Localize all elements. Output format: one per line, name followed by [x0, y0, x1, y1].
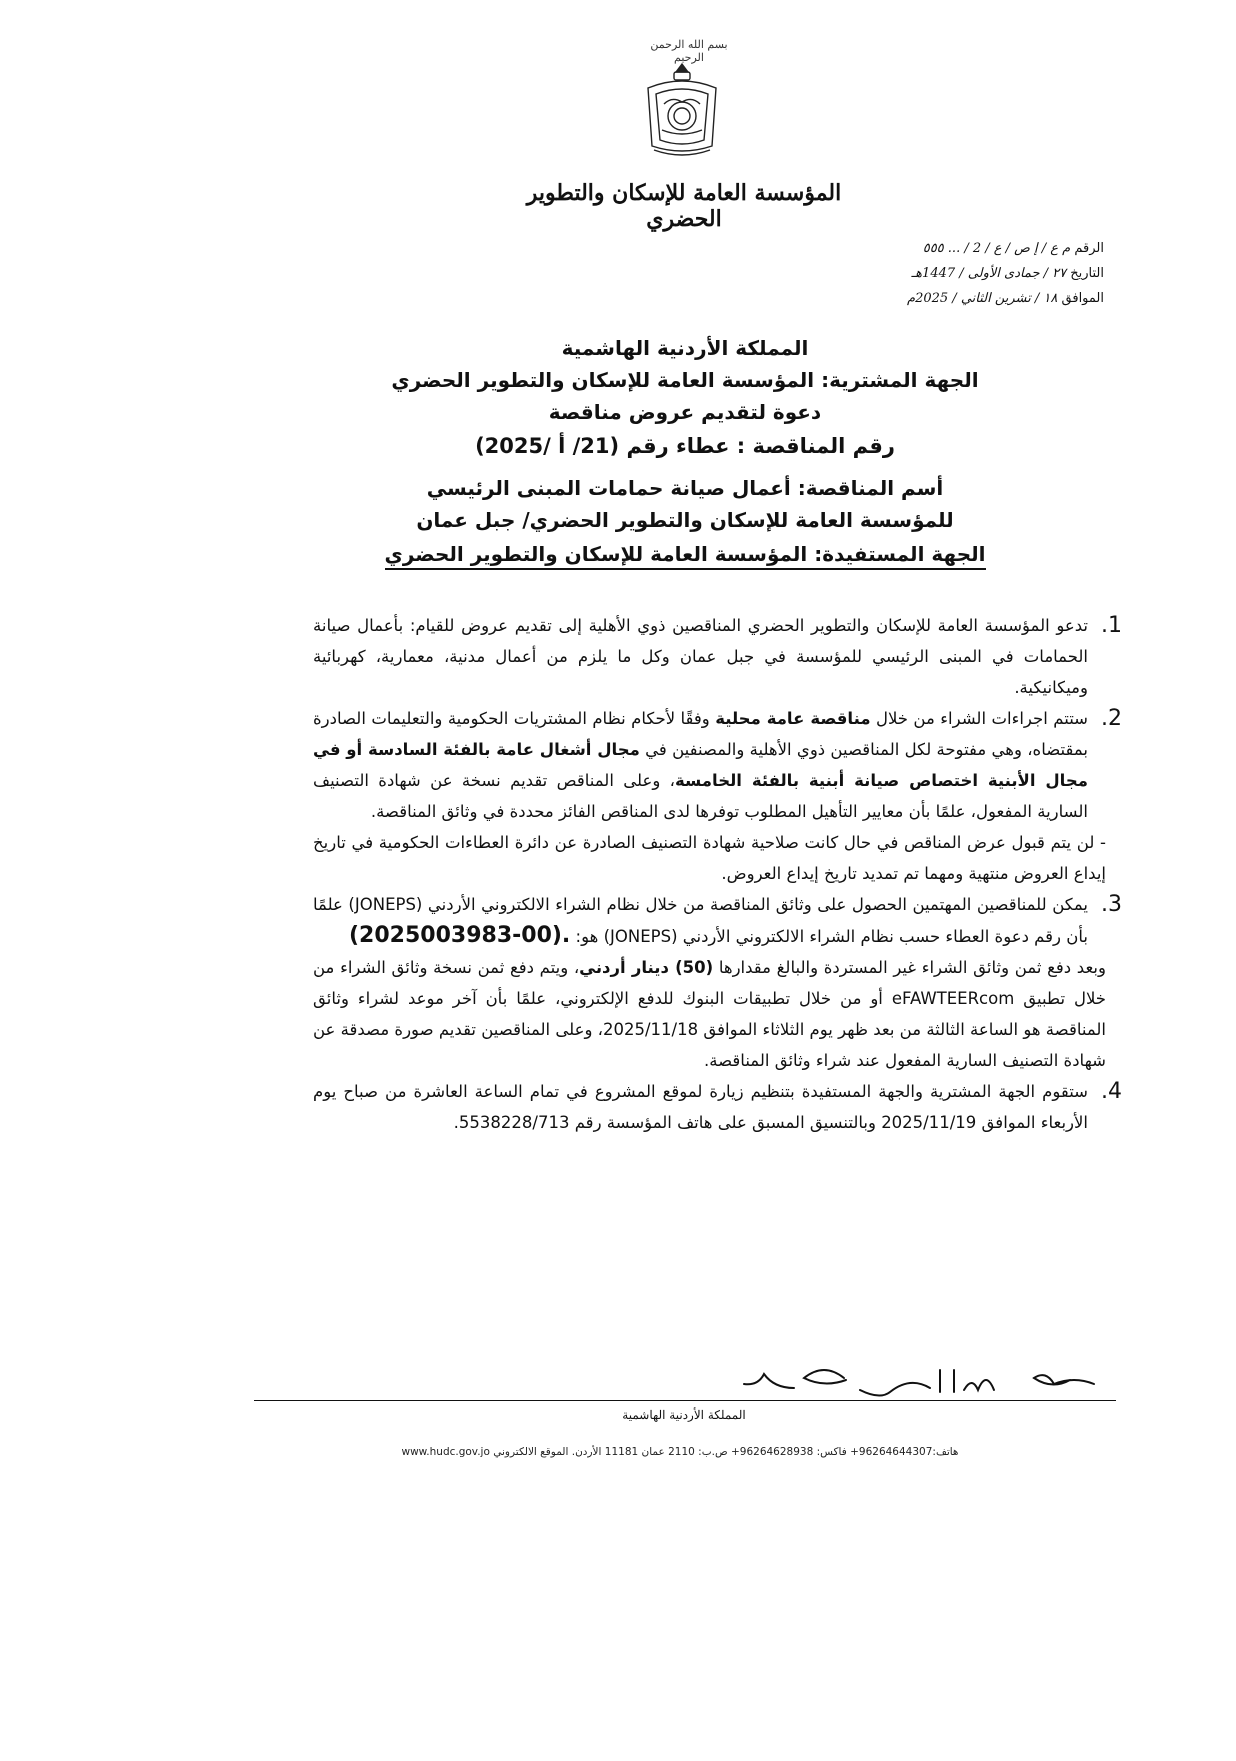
- list-item: [313, 610, 1122, 703]
- footer-contact-text: هاتف:96264644307+ فاكس: 96264628938+ ص.ب: 2110 عمان 11181 الأردن. الموقع الالكتروني: [493, 1446, 959, 1458]
- list-item-note: - لن يتم قبول عرض المناقص في حال كانت صلاحية شهادة التصنيف الصادرة عن دائرة العطاءات الحكومية في تاريخ إيداع العروض منتهية ومهما تم تمديد تاريخ إيداع العروض.: [313, 833, 1106, 883]
- invitation-heading: دعوة لتقديم عروض مناقصة: [548, 400, 822, 424]
- reference-number-line: [907, 236, 1104, 261]
- text-segment: ، ويتم دفع ثمن نسخة وثائق الشراء من خلال تطبيق eFAWTEERcom أو من خلال تطبيقات البنوك للدفع الإلكتروني، علمًا بأن آخر موعد لشراء وثائق المناقصة هو الساعة الثالثة من بعد ظهر يوم الثلاثاء الموافق 2025/11/18، وعلى المناقصين تقديم صورة مصدقة عن شهادة التصنيف السارية المفعول عند شراء وثائق المناقصة.: [313, 958, 1107, 1070]
- list-item-number: 1.: [1101, 613, 1122, 638]
- list-item-text: تدعو المؤسسة العامة للإسكان والتطوير الحضري المناقصين ذوي الأهلية إلى تقديم عروض للقيام: بأعمال صيانة الحمامات في المبنى الرئيسي للمؤسسة في جبل عمان وكل ما يلزم من أعمال مدنية، معمارية، كهربائية وميكانيكية.: [313, 616, 1088, 697]
- date-gregorian-value: ١٨ / تشرين الثاني / 2025م: [907, 291, 1058, 306]
- list-item-number: 3.: [1101, 892, 1122, 917]
- reference-block: [907, 236, 1104, 311]
- beneficiary-heading: [134, 542, 1236, 566]
- basmala: بسم الله الرحمن الرحيم: [650, 38, 728, 64]
- tender-name-heading-line1: أسم المناقصة: أعمال صيانة حمامات المبنى الرئيسي: [426, 476, 944, 500]
- date-hijri-value: ٢٧ / جمادى الأولى / 1447هـ: [911, 266, 1067, 281]
- list-item-text: ستقوم الجهة المشترية والجهة المستفيدة بتنظيم زيارة لموقع المشروع في تمام الساعة العاشرة من صباح يوم الأربعاء الموافق 2025/11/19 وبالتنسيق المسبق على هاتف المؤسسة رقم 5538228/713.: [313, 1082, 1088, 1132]
- text-segment: وبعد دفع ثمن وثائق الشراء غير المستردة والبالغ مقدارها: [713, 958, 1106, 977]
- beneficiary-heading-text: الجهة المستفيدة: المؤسسة العامة للإسكان والتطوير الحضري: [385, 542, 986, 570]
- handwritten-signature: [734, 1348, 1114, 1408]
- list-item: [313, 889, 1122, 1076]
- tender-number-heading: رقم المناقصة : عطاء رقم (21/ أ /2025): [475, 434, 895, 458]
- date-hijri-line: [907, 261, 1104, 286]
- tender-terms-list: [313, 610, 1122, 1138]
- text-segment: وفقًا لأحكام نظام المشتريات الحكومية والتعليمات الصادرة بمقتضاه، وهي مفتوحة لكل المناقصين ذوي الأهلية والمصنفين في: [313, 709, 1088, 759]
- text-segment: ، وعلى المناقص تقديم نسخة عن شهادة التصنيف السارية المفعول، علمًا بأن معايير التأهيل المطلوب توفرها لدى المناقص الفائز محددة في وثائق المناقصة.: [313, 771, 1088, 821]
- organization-calligraphy-title: المؤسسة العامة للإسكان والتطوير الحضري: [526, 180, 842, 232]
- footer-kingdom-text: المملكة الأردنية الهاشمية: [622, 1408, 746, 1422]
- buyer-heading: الجهة المشترية: المؤسسة العامة للإسكان والتطوير الحضري: [391, 368, 979, 392]
- coat-of-arms-emblem: [634, 60, 730, 160]
- list-item-text: [313, 889, 1088, 952]
- list-item: [313, 703, 1122, 889]
- tender-name-heading-line2: للمؤسسة العامة للإسكان والتطوير الحضري/ جبل عمان: [416, 508, 954, 532]
- bold-segment: (50) دينار أردني: [579, 958, 714, 977]
- joneps-code: (2025003983-00).: [349, 923, 571, 948]
- text-segment: ستتم اجراءات الشراء من خلال: [870, 709, 1089, 728]
- footer-contact-line: [380, 1446, 980, 1458]
- date-gregorian-line: [907, 286, 1104, 311]
- footer-divider: [254, 1400, 1116, 1401]
- date-hijri-label: التاريخ: [1070, 266, 1104, 281]
- reference-number-value: م ع / إ ص / ع / 2 / ... ٥٥٥: [922, 241, 1071, 256]
- list-item: [313, 1076, 1122, 1138]
- bold-segment: مناقصة عامة محلية: [715, 709, 871, 728]
- kingdom-heading: المملكة الأردنية الهاشمية: [561, 336, 809, 360]
- footer-website: www.hudc.gov.jo: [401, 1446, 490, 1458]
- text-segment: يمكن للمناقصين المهتمين الحصول على وثائق المناقصة من خلال نظام الشراء الالكتروني الأردني (JONEPS) علمًا بأن رقم دعوة العطاء حسب نظام الشراء الالكتروني الأردني (JONEPS) هو:: [313, 895, 1088, 946]
- bold-segment: مجال أشغال عامة بالفئة السادسة أو في مجال الأبنية اختصاص صيانة أبنية بالفئة الخامسة: [313, 740, 1088, 790]
- reference-number-label: الرقم: [1074, 241, 1104, 256]
- list-item-number: 2.: [1101, 706, 1122, 731]
- date-gregorian-label: الموافق: [1061, 291, 1104, 306]
- list-item-number: 4.: [1101, 1079, 1122, 1104]
- list-item-text-continued: [313, 952, 1106, 1076]
- list-item-text: [313, 703, 1088, 827]
